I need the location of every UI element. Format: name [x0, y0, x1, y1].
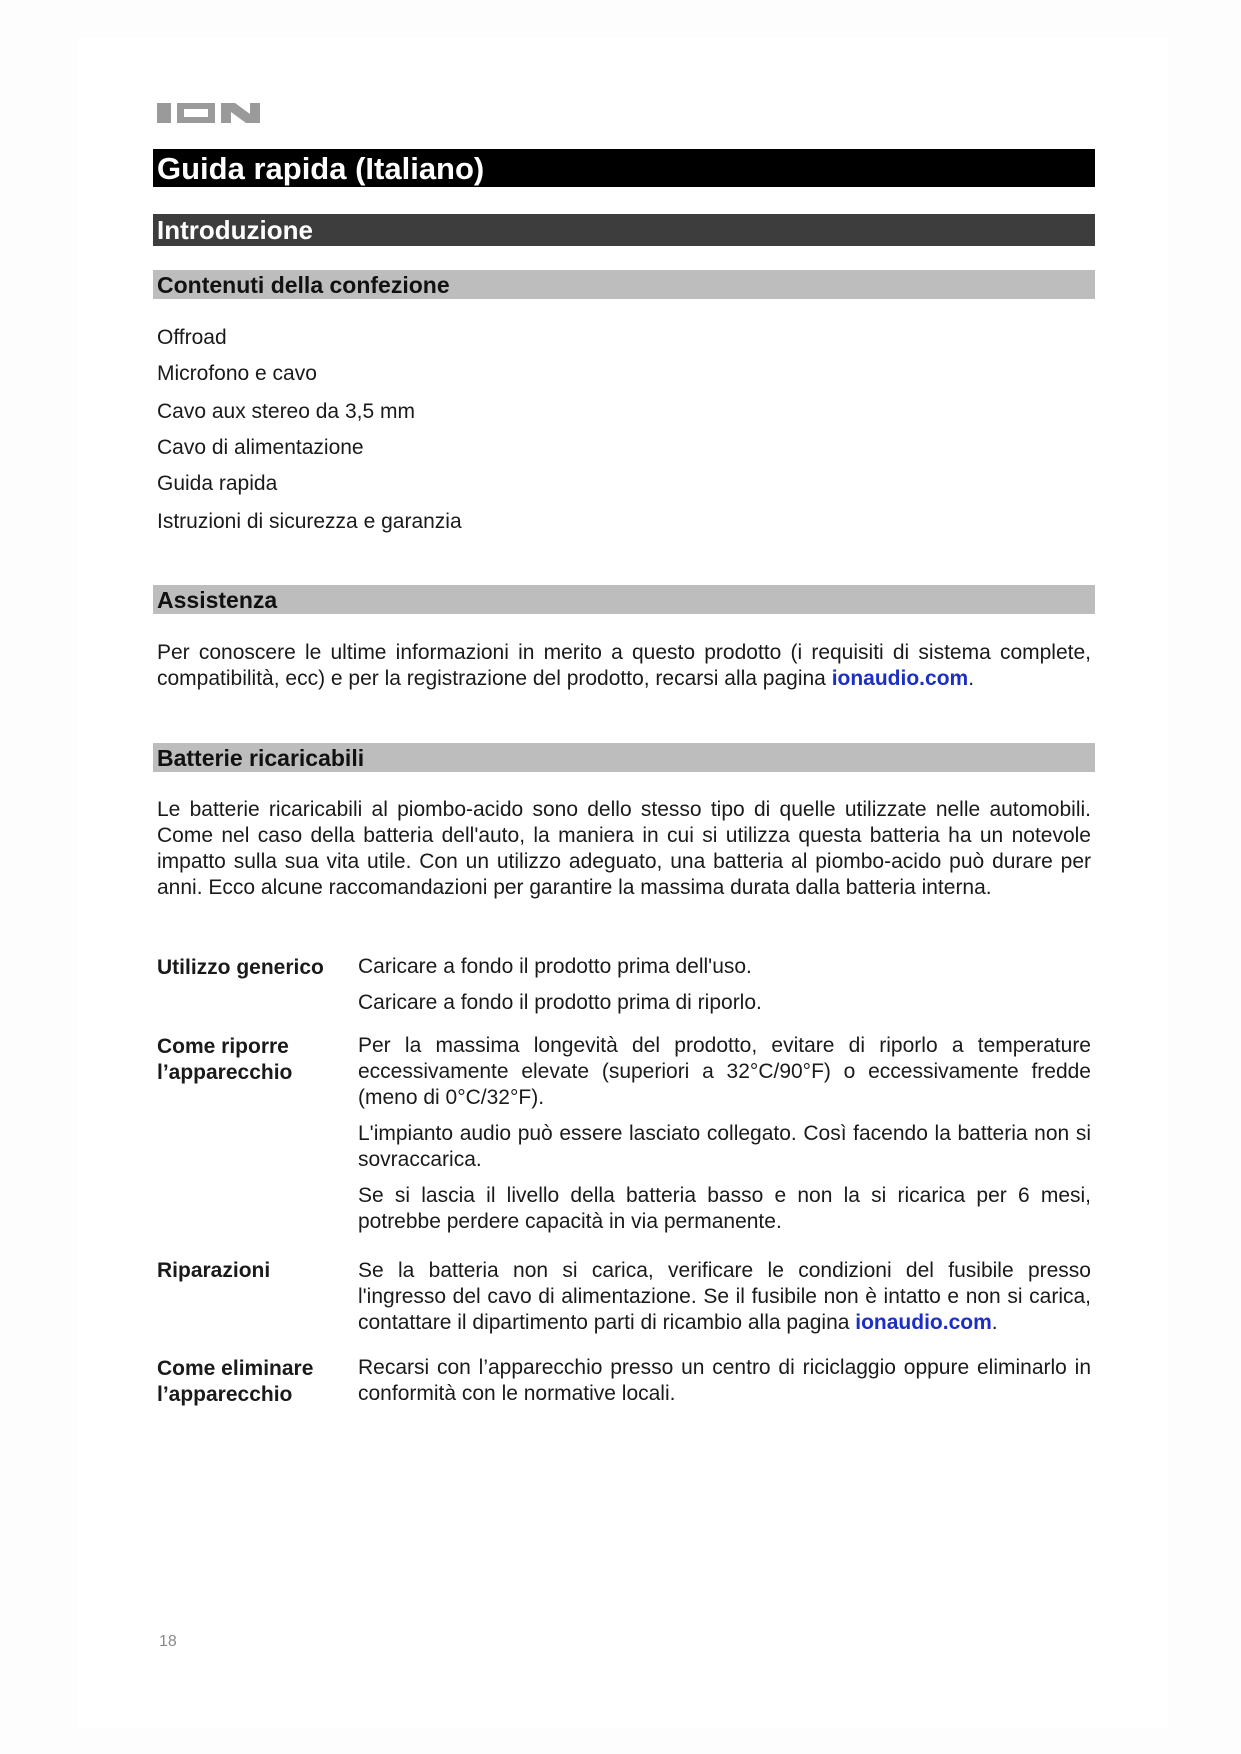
- support-text: Per conoscere le ultime informazioni in merito a questo prodotto (i requisiti di sistema complete, compatibilità, ecc) e per la registrazione del prodotto, recarsi alla pagina: [157, 641, 1091, 690]
- disposal-paragraph: Recarsi con l’apparecchio presso un centro di riciclaggio oppure eliminarlo in conformità con le normative locali.: [358, 1356, 1091, 1405]
- list-item: Cavo aux stereo da 3,5 mm: [157, 400, 415, 423]
- repairs-paragraph: [358, 1258, 1091, 1336]
- storage-paragraph: L'impianto audio può essere lasciato collegato. Così facendo la batteria non si sovraccarica.: [358, 1122, 1091, 1171]
- section-heading-intro: Introduzione: [153, 214, 1095, 246]
- list-item: Cavo di alimentazione: [157, 436, 364, 459]
- support-paragraph: [157, 640, 1091, 692]
- repairs-text: Se la batteria non si carica, verificare le condizioni del fusibile presso l'ingresso del cavo di alimentazione. Se il fusibile non è intatto e non si carica, contattare il dipartimento parti di ricambio alla pagina: [358, 1259, 1091, 1334]
- section-heading-contents: Contenuti della confezione: [153, 270, 1095, 299]
- section-heading-batteries: Batterie ricaricabili: [153, 743, 1095, 772]
- list-item: Microfono e cavo: [157, 362, 317, 385]
- support-tail: .: [968, 667, 975, 690]
- general-use-line: Caricare a fondo il prodotto prima dell'uso.: [358, 955, 752, 978]
- general-use-label: Utilizzo generico: [157, 956, 324, 979]
- ion-logo: [155, 100, 265, 126]
- repairs-label: Riparazioni: [157, 1259, 271, 1282]
- support-link[interactable]: ionaudio.com: [831, 667, 969, 690]
- disposal-label: Come eliminare l’apparecchio: [157, 1357, 314, 1406]
- batteries-intro: Le batterie ricaricabili al piombo-acido sono dello stesso tipo di quelle utilizzate nelle automobili. Come nel caso della batteria dell'auto, la maniera in cui si utilizza questa batteria ha un notevole impatto sulla sua vita utile. Con un utilizzo adeguato, una batteria al piombo-acido può durare per anni. Ecco alcune raccomandazioni per garantire la massima durata dalla batteria interna.: [157, 798, 1091, 899]
- repairs-link[interactable]: ionaudio.com: [855, 1311, 992, 1334]
- repairs-tail: .: [991, 1311, 998, 1334]
- storage-label: Come riporre l’apparecchio: [157, 1035, 293, 1084]
- storage-paragraph: Se si lascia il livello della batteria basso e non la si ricarica per 6 mesi, potrebbe perdere capacità in via permanente.: [358, 1184, 1091, 1233]
- list-item: Guida rapida: [157, 472, 278, 495]
- section-heading-support: Assistenza: [153, 585, 1095, 614]
- page-title: Guida rapida (Italiano): [153, 149, 1095, 187]
- storage-paragraph: Per la massima longevità del prodotto, evitare di riporlo a temperature eccessivamente elevate (superiori a 32°C/90°F) o eccessivamente fredde (meno di 0°C/32°F).: [358, 1034, 1091, 1109]
- general-use-line: Caricare a fondo il prodotto prima di riporlo.: [358, 991, 762, 1014]
- page-number: 18: [159, 1633, 177, 1650]
- list-item: Offroad: [157, 326, 227, 349]
- list-item: Istruzioni di sicurezza e garanzia: [157, 510, 462, 533]
